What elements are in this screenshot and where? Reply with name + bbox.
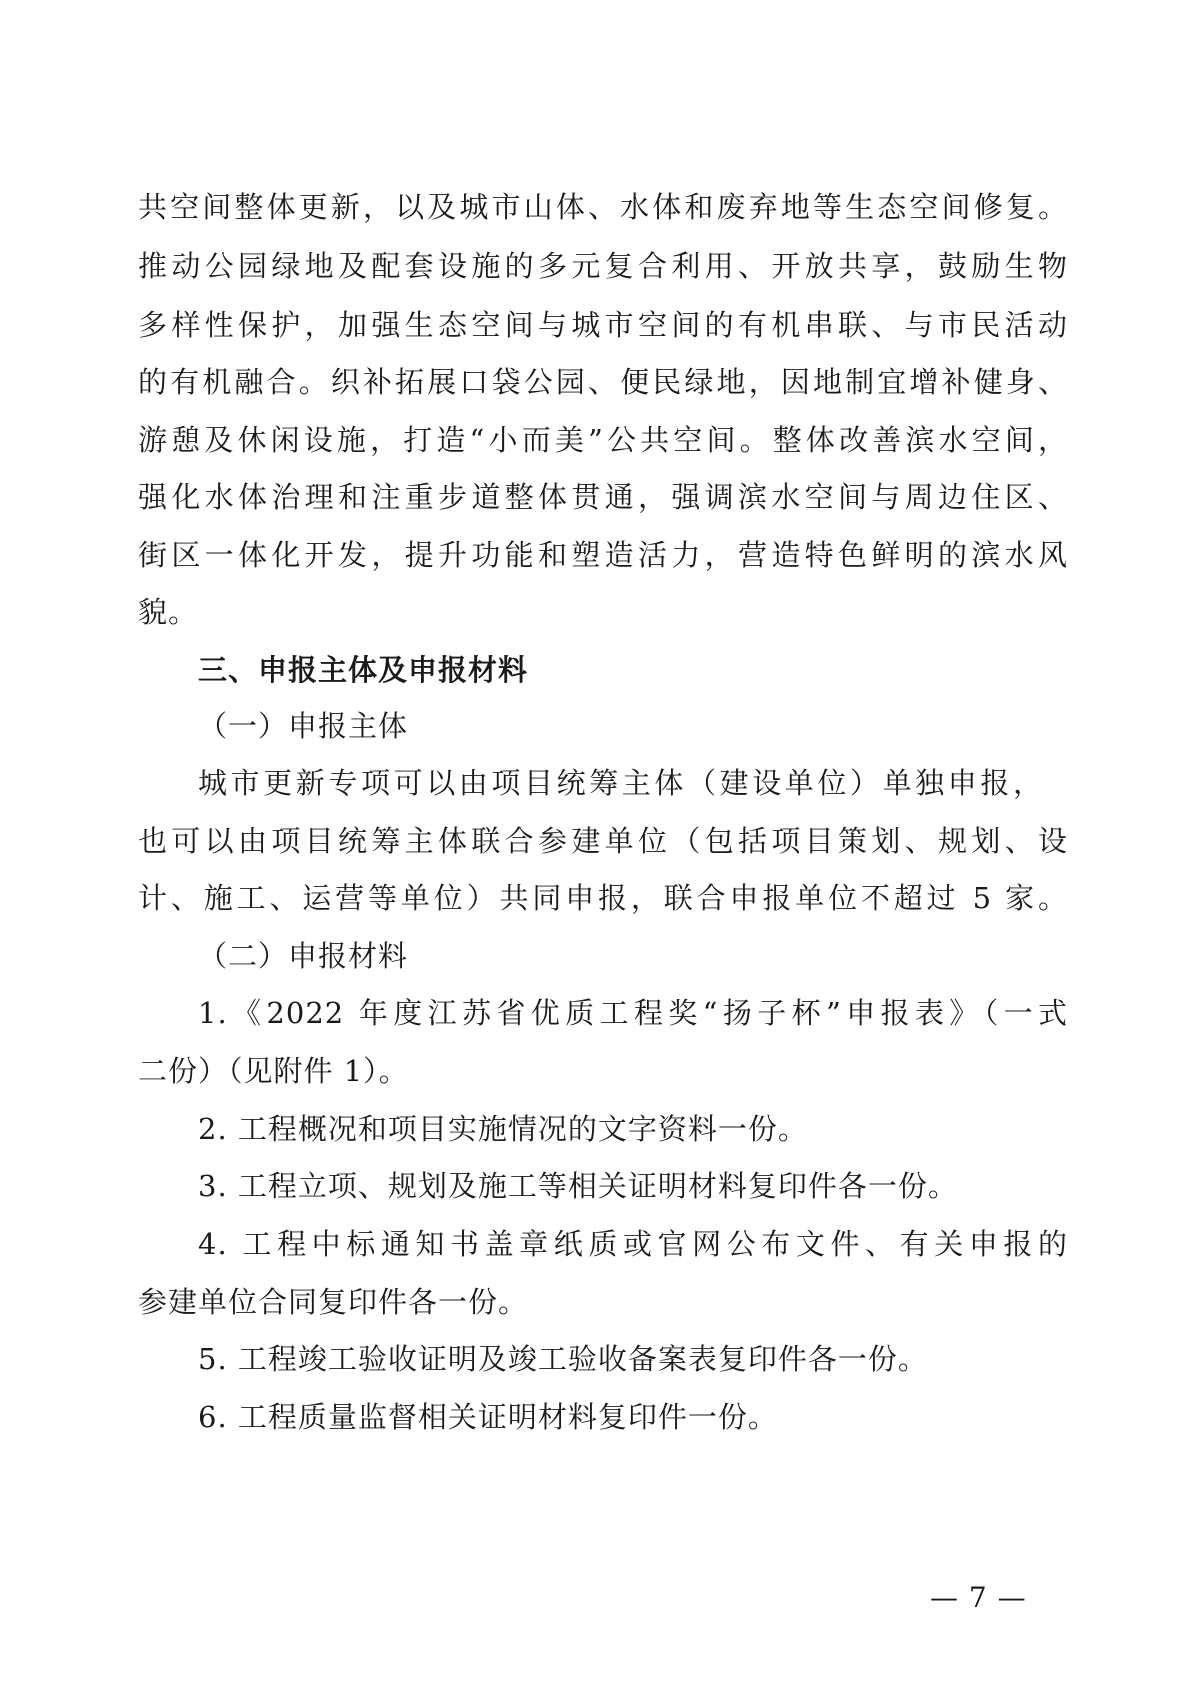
body-text-line: 的有机融合。织补拓展口袋公园、便民绿地，因地制宜增补健身、 bbox=[138, 365, 1068, 399]
subsection-heading: （二）申报材料 bbox=[198, 939, 409, 973]
body-text-line: 共空间整体更新，以及城市山体、水体和废弃地等生态空间修复。 bbox=[138, 190, 1068, 224]
body-text-line: 强化水体治理和注重步道整体贯通，强调滨水空间与周边住区、 bbox=[138, 480, 1068, 514]
body-text-line: 推动公园绿地及配套设施的多元复合利用、开放共享，鼓励生物 bbox=[138, 249, 1068, 283]
list-item-line: 5. 工程竣工验收证明及竣工验收备案表复印件各一份。 bbox=[198, 1342, 928, 1376]
body-text-line: 貌。 bbox=[138, 595, 199, 629]
list-item-line: 6. 工程质量监督相关证明材料复印件一份。 bbox=[198, 1400, 778, 1434]
body-text-line: 多样性保护，加强生态空间与城市空间的有机串联、与市民活动 bbox=[138, 308, 1068, 342]
body-text-line: 游憩及休闲设施，打造“小而美”公共空间。整体改善滨水空间， bbox=[138, 423, 1068, 457]
list-item-line: 3. 工程立项、规划及施工等相关证明材料复印件各一份。 bbox=[198, 1169, 958, 1203]
list-item-line: 2. 工程概况和项目实施情况的文字资料一份。 bbox=[198, 1112, 808, 1146]
subsection-heading: （一）申报主体 bbox=[198, 709, 409, 743]
list-item-line: 参建单位合同复印件各一份。 bbox=[138, 1285, 529, 1319]
section-heading: 三、申报主体及申报材料 bbox=[198, 653, 529, 687]
list-item-line: 4. 工程中标通知书盖章纸质或官网公布文件、有关申报的 bbox=[198, 1227, 1068, 1261]
list-item-line: 1.《2022 年度江苏省优质工程奖“扬子杯”申报表》（一式 bbox=[198, 996, 1068, 1030]
list-item-line: 二份）（见附件 1）。 bbox=[138, 1054, 409, 1088]
body-text-line: 街区一体化开发，提升功能和塑造活力，营造特色鲜明的滨水风 bbox=[138, 538, 1068, 572]
body-text-line: 也可以由项目统筹主体联合参建单位（包括项目策划、规划、设 bbox=[138, 824, 1068, 858]
page-number: — 7 — bbox=[930, 1581, 1027, 1614]
body-text-line: 计、施工、运营等单位）共同申报，联合申报单位不超过 5 家。 bbox=[138, 881, 1068, 915]
body-text-line: 城市更新专项可以由项目统筹主体（建设单位）单独申报， bbox=[198, 766, 1043, 800]
